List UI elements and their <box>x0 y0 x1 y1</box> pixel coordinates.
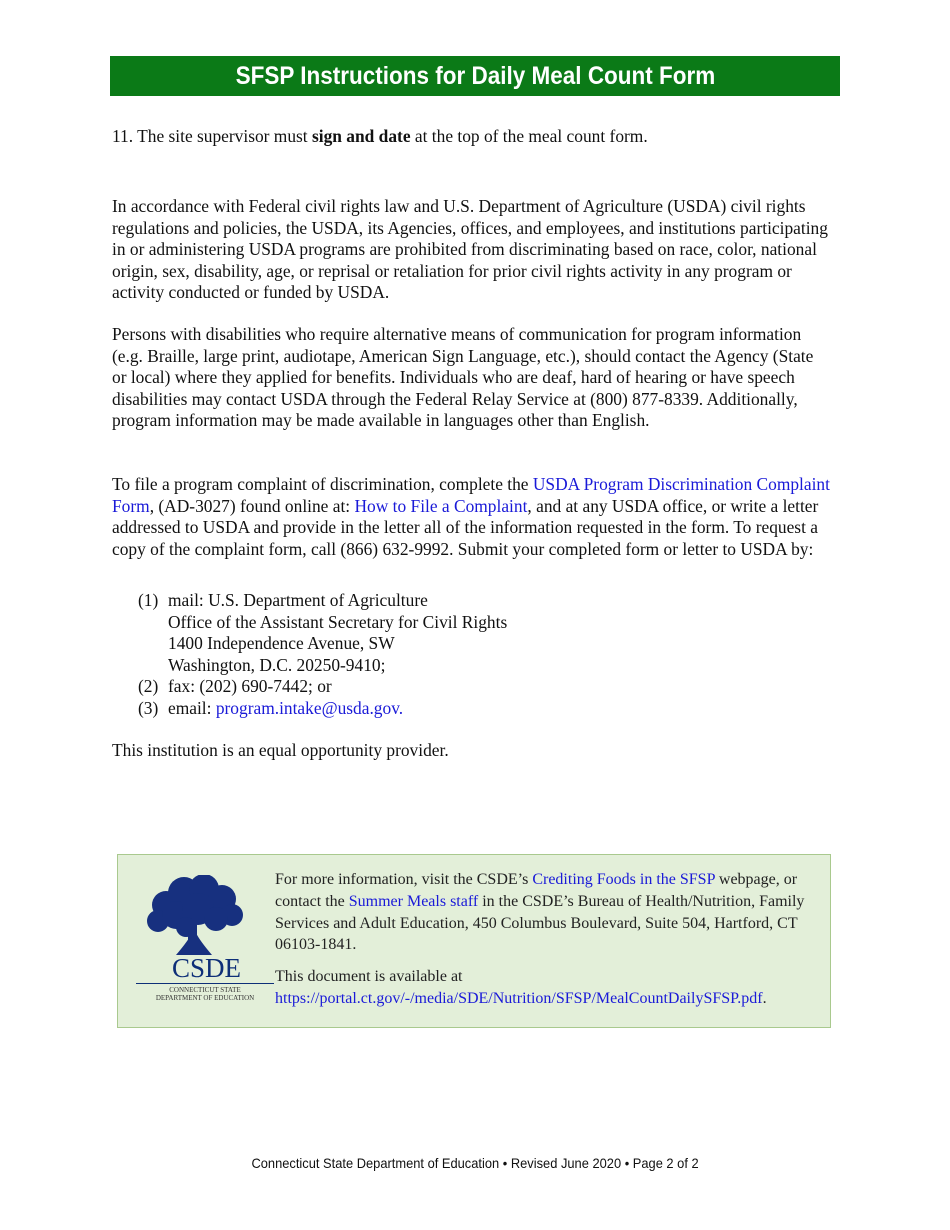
csde-logo <box>136 875 256 1002</box>
logo-sub-line: CONNECTICUT STATE <box>169 986 241 994</box>
mail-line: Washington, D.C. 20250-9410; <box>168 654 386 675</box>
option-number: (1) <box>138 590 159 610</box>
complaint-text-2: , (AD-3027) found online at: <box>149 495 355 516</box>
email-link[interactable]: program.intake@usda.gov. <box>215 697 404 718</box>
step-11-emphasis: sign and date <box>311 126 411 146</box>
page-footer <box>0 1155 950 1171</box>
option-number: (3) <box>138 697 159 718</box>
email-line <box>168 698 403 720</box>
document-url-link[interactable]: https://portal.ct.gov/-/media/SDE/Nutrition/SFSP/MealCountDailySFSP.pdf <box>275 989 763 1007</box>
availability-period: . <box>762 989 767 1007</box>
info-text-3: in the CSDE’s Bureau of Health/Nutrition, Family Services and Adult Education, 450 Columbus Boulevard, Suite 504, Hartford, CT 06103-1841. <box>275 892 805 954</box>
info-paragraph-contact <box>275 869 815 956</box>
step-11-suffix: at the top of the meal count form. <box>410 126 648 146</box>
tree-icon <box>136 875 256 955</box>
mail-line: Office of the Assistant Secretary for Civil Rights <box>168 611 508 632</box>
disabilities-paragraph: Persons with disabilities who require alternative means of communication for program information (e.g. Braille, large print, audiotape, American Sign Language, etc.), should contact the Agency (State or local) where they applied for benefits. Individuals who are deaf, hard of hearing or have speech disabilities may contact USDA through the Federal Relay Service at (800) 877-8339. Additionally, program information may be made available in languages other than English. <box>112 324 814 430</box>
info-text <box>275 869 815 1020</box>
info-text-2: webpage, or contact the <box>275 871 798 910</box>
mail-line: 1400 Independence Avenue, SW <box>168 633 395 653</box>
logo-sub-line: DEPARTMENT OF EDUCATION <box>155 994 255 1002</box>
step-11-prefix: 11. The site supervisor must <box>112 126 312 146</box>
how-to-file-link[interactable]: How to File a Complaint <box>354 495 528 516</box>
option-number: (2) <box>138 676 159 696</box>
email-label: email: <box>168 697 216 718</box>
page-title: SFSP Instructions for Daily Meal Count Form <box>235 61 715 90</box>
fax-text: fax: (202) 690-7442; or <box>168 676 332 696</box>
submit-options-list <box>138 590 507 719</box>
info-text-1: For more information, visit the CSDE’s <box>275 871 533 888</box>
step-11-instruction <box>112 126 832 148</box>
title-banner <box>110 56 840 96</box>
logo-name: CSDE <box>172 953 242 983</box>
option-email <box>138 698 507 720</box>
summer-meals-staff-link[interactable]: Summer Meals staff <box>348 892 479 910</box>
complaint-text-1: To file a program complaint of discrimination, complete the <box>112 474 533 494</box>
crediting-foods-link[interactable]: Crediting Foods in the SFSP <box>532 871 715 888</box>
complaint-form-link[interactable]: USDA Program Discrimination Complaint Form <box>112 474 830 516</box>
availability-text: This document is available at <box>275 968 463 986</box>
complaint-text-3: , and at any USDA office, or write a letter addressed to USDA and provide in the letter all of the information requested in the form. To request a copy of the complaint form, call (866) 632-9992. Submit your completed form or letter to USDA by: <box>112 495 819 559</box>
option-fax <box>138 676 507 698</box>
info-paragraph-availability <box>275 966 815 1010</box>
mail-line: mail: U.S. Department of Agriculture <box>168 590 428 610</box>
footer-text: Connecticut State Department of Education • Revised June 2020 • Page 2 of 2 <box>251 1155 699 1171</box>
info-box <box>117 854 831 1028</box>
complaint-paragraph <box>112 474 832 560</box>
logo-subtitle <box>136 983 274 1002</box>
option-mail <box>138 590 507 676</box>
mail-address <box>168 590 507 676</box>
civil-rights-paragraph: In accordance with Federal civil rights law and U.S. Department of Agriculture (USDA) civil rights regulations and policies, the USDA, its Agencies, offices, and employees, and institutions participating in or administering USDA programs are prohibited from discriminating based on race, color, national origin, sex, disability, age, or reprisal or retaliation for prior civil rights activity in any program or activity conducted or funded by USDA. <box>112 196 828 302</box>
equal-opportunity-statement: This institution is an equal opportunity provider. <box>112 740 449 760</box>
